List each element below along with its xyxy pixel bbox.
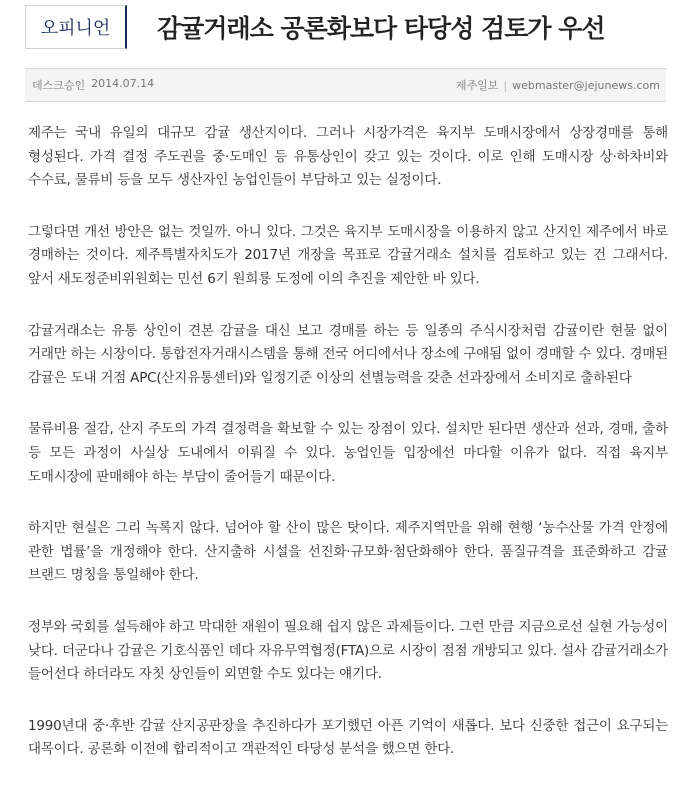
article-paragraph: 하지만 현실은 그리 녹록지 않다. 넘어야 할 산이 많은 탓이다. 제주지역만을 위해 현행 ‘농수산물 가격 안정에 관한 법률’을 개정해야 한다. 산지출하 시설을 선진화·규모화·첨단화해야 한다. 품질규격을 표준화하고 감귤 브랜드 명칭을 통일해야 한다. bbox=[28, 520, 668, 584]
meta-left bbox=[25, 77, 154, 93]
meta-right bbox=[456, 77, 666, 93]
article-paragraph: 감귤거래소는 유통 상인이 견본 감귤을 대신 보고 경매를 하는 등 일종의 주식시장처럼 감귤이란 현물 없이 거래만 하는 시장이다. 통합전자거래시스템을 통해 전국 어디에서나 장소에 구애됨 없이 경매할 수 있다. 경매된 감귤은 도내 거점 APC(산지유통센터)와 일정기준 이상의 선별능력을 갖춘 선과장에서 소비지로 출하된다 bbox=[28, 322, 668, 386]
author-email-link[interactable]: webmaster@jejunews.com bbox=[512, 78, 660, 92]
article-paragraph: 그렇다면 개선 방안은 없는 것일까. 아니 있다. 그것은 육지부 도매시장을 이용하지 않고 산지인 제주에서 바로 경매하는 것이다. 제주특별자치도가 2017년 개장을 목표로 감귤거래소 설치를 검토하고 있는 건 그래서다. 앞서 새도정준비위원회는 민선 6기 원희룡 도정에 이의 추진을 제안한 바 있다. bbox=[28, 223, 668, 287]
meta-separator: | bbox=[503, 78, 508, 92]
publisher-name: 제주일보 bbox=[455, 79, 499, 92]
article-meta-bar bbox=[25, 68, 666, 102]
publish-date: 2014.07.14 bbox=[91, 77, 155, 90]
article-paragraph: 1990년대 중·후반 감귤 산지공판장을 추진하다가 포기했던 아픈 기억이 새롭다. 보다 신중한 접근이 요구되는 대목이다. 공론화 이전에 합리적이고 객관적인 타당성 분석을 했으면 한다. bbox=[28, 717, 668, 758]
desk-approval-label: 데스크승인 bbox=[32, 79, 86, 92]
article-paragraph: 물류비용 절감, 산지 주도의 가격 결정력을 확보할 수 있는 장점이 있다. 설치만 된다면 생산과 선과, 경매, 출하 등 모든 과정이 사실상 도내에서 이뤄질 수 있다. 농업인들 입장에선 마다할 이유가 없다. 직접 육지부 도매시장에 판매해야 하는 부담이 줄어들기 때문이다. bbox=[28, 421, 668, 485]
article-headline: 감귤거래소 공론화보다 타당성 검토가 우선 bbox=[157, 14, 605, 43]
article-header bbox=[25, 2, 665, 52]
article-paragraph: 정부와 국회를 설득해야 하고 막대한 재원이 필요해 쉽지 않은 과제들이다. 그런 만큼 지금으로선 실현 가능성이 낮다. 더군다나 감귤은 기호식품인 데다 자유무역협정(FTA)으로 시장이 점점 개방되고 있다. 설사 감귤거래소가 들어선다 하더라도 자칫 상인들이 외면할 수도 있다는 얘기다. bbox=[28, 618, 668, 683]
article-paragraph: 제주는 국내 유일의 대규모 감귤 생산지이다. 그러나 시장가격은 육지부 도매시장에서 상장경매를 통해 형성된다. 가격 결정 주도권을 중·도매인 등 유통상인이 갖고 있는 것이다. 이로 인해 도매시장 상·하차비와 수수료, 물류비 등을 모두 생산자인 농업인들이 부담하고 있는 실정이다. bbox=[28, 125, 668, 189]
article-body bbox=[28, 122, 668, 790]
section-label-opinion[interactable]: 오피니언 bbox=[25, 5, 127, 49]
